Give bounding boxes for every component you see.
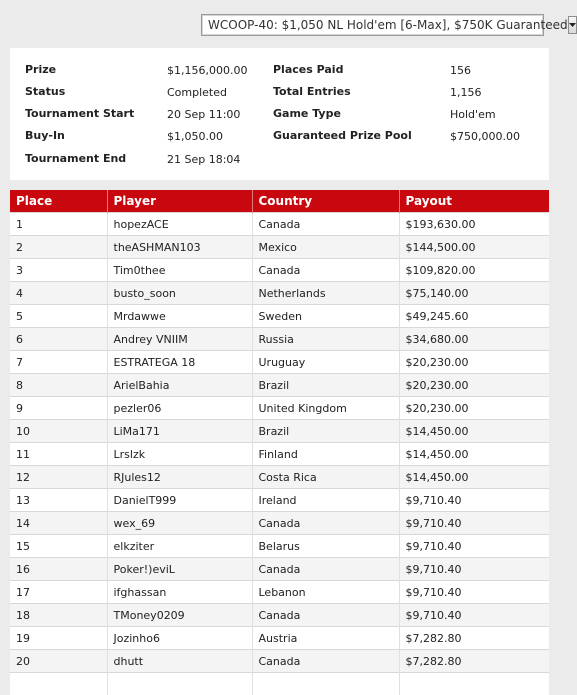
cell-place: 1 [10, 213, 107, 236]
tournament-select[interactable] [201, 14, 544, 36]
cell-player: Andrey VNIIM [107, 328, 252, 351]
table-row [10, 213, 549, 236]
cell-place: 12 [10, 466, 107, 489]
table-row [10, 673, 549, 695]
cell-payout: $49,245.60 [399, 305, 549, 328]
cell-payout: $9,710.40 [399, 604, 549, 627]
cell-player: ArielBahia [107, 374, 252, 397]
cell-payout: $20,230.00 [399, 351, 549, 374]
cell-payout: $193,630.00 [399, 213, 549, 236]
cell-payout: $75,140.00 [399, 282, 549, 305]
cell-player: hopezACE [107, 213, 252, 236]
cell-country: Finland [252, 443, 399, 466]
cell-player: Mrdawwe [107, 305, 252, 328]
cell-place [10, 673, 107, 695]
cell-place: 3 [10, 259, 107, 282]
table-row [10, 443, 549, 466]
cell-place: 17 [10, 581, 107, 604]
cell-player: dhutt [107, 650, 252, 673]
cell-payout: $9,710.40 [399, 535, 549, 558]
info-label-total-entries: Total Entries [273, 85, 351, 99]
cell-country: Brazil [252, 420, 399, 443]
cell-place: 14 [10, 512, 107, 535]
table-row [10, 351, 549, 374]
info-label-status: Status [25, 85, 65, 99]
cell-payout: $14,450.00 [399, 420, 549, 443]
info-label-tournament-end: Tournament End [25, 152, 126, 166]
info-value-guaranteed-prize-pool: $750,000.00 [450, 130, 520, 144]
info-value-places-paid: 156 [450, 64, 471, 78]
cell-player: DanielT999 [107, 489, 252, 512]
cell-country: Sweden [252, 305, 399, 328]
cell-player: Lrslzk [107, 443, 252, 466]
table-row [10, 535, 549, 558]
cell-payout: $7,282.80 [399, 627, 549, 650]
cell-place: 18 [10, 604, 107, 627]
cell-payout: $14,450.00 [399, 466, 549, 489]
table-row [10, 282, 549, 305]
cell-country [252, 673, 399, 695]
results-table [10, 190, 549, 695]
cell-place: 8 [10, 374, 107, 397]
cell-player: RJules12 [107, 466, 252, 489]
info-value-tournament-start: 20 Sep 11:00 [167, 108, 240, 122]
table-row [10, 420, 549, 443]
cell-place: 4 [10, 282, 107, 305]
cell-country: Canada [252, 259, 399, 282]
cell-player: ESTRATEGA 18 [107, 351, 252, 374]
cell-place: 15 [10, 535, 107, 558]
cell-payout: $9,710.40 [399, 489, 549, 512]
cell-payout [399, 673, 549, 695]
cell-country: Uruguay [252, 351, 399, 374]
cell-country: Costa Rica [252, 466, 399, 489]
info-value-tournament-end: 21 Sep 18:04 [167, 153, 240, 167]
info-label-game-type: Game Type [273, 107, 341, 121]
cell-country: United Kingdom [252, 397, 399, 420]
table-row [10, 489, 549, 512]
table-row [10, 305, 549, 328]
cell-payout: $9,710.40 [399, 581, 549, 604]
top-bar [0, 0, 560, 43]
column-header-player[interactable]: Player [107, 190, 252, 213]
cell-payout: $7,282.80 [399, 650, 549, 673]
table-row [10, 581, 549, 604]
table-row [10, 236, 549, 259]
cell-place: 11 [10, 443, 107, 466]
cell-country: Canada [252, 604, 399, 627]
table-row [10, 259, 549, 282]
cell-player: TMoney0209 [107, 604, 252, 627]
cell-player: theASHMAN103 [107, 236, 252, 259]
cell-country: Mexico [252, 236, 399, 259]
cell-country: Belarus [252, 535, 399, 558]
cell-place: 20 [10, 650, 107, 673]
cell-player: pezler06 [107, 397, 252, 420]
cell-player: Poker!)eviL [107, 558, 252, 581]
cell-country: Canada [252, 512, 399, 535]
info-label-tournament-start: Tournament Start [25, 107, 134, 121]
cell-country: Canada [252, 558, 399, 581]
cell-place: 2 [10, 236, 107, 259]
cell-payout: $9,710.40 [399, 512, 549, 535]
cell-country: Netherlands [252, 282, 399, 305]
table-row [10, 397, 549, 420]
tournament-info-panel [10, 48, 549, 180]
info-value-prize: $1,156,000.00 [167, 64, 247, 78]
cell-player: LiMa171 [107, 420, 252, 443]
cell-country: Russia [252, 328, 399, 351]
chevron-down-icon [569, 23, 576, 27]
cell-place: 13 [10, 489, 107, 512]
info-label-places-paid: Places Paid [273, 63, 343, 77]
cell-place: 9 [10, 397, 107, 420]
cell-place: 19 [10, 627, 107, 650]
cell-country: Canada [252, 650, 399, 673]
cell-player: Tim0thee [107, 259, 252, 282]
table-row [10, 604, 549, 627]
info-label-prize: Prize [25, 63, 56, 77]
column-header-country[interactable]: Country [252, 190, 399, 213]
tournament-select-value: WCOOP-40: $1,050 NL Hold'em [6-Max], $750K Guaranteed [202, 15, 568, 35]
cell-country: Canada [252, 213, 399, 236]
cell-payout: $144,500.00 [399, 236, 549, 259]
cell-player: ifghassan [107, 581, 252, 604]
cell-country: Lebanon [252, 581, 399, 604]
table-row [10, 558, 549, 581]
column-header-place[interactable]: Place [10, 190, 107, 213]
cell-place: 16 [10, 558, 107, 581]
cell-place: 7 [10, 351, 107, 374]
info-label-guaranteed-prize-pool: Guaranteed Prize Pool [273, 129, 412, 143]
cell-country: Brazil [252, 374, 399, 397]
cell-payout: $34,680.00 [399, 328, 549, 351]
results-table-container [10, 190, 549, 695]
cell-payout: $9,710.40 [399, 558, 549, 581]
info-label-buy-in: Buy-In [25, 129, 65, 143]
info-value-game-type: Hold'em [450, 108, 496, 122]
cell-payout: $20,230.00 [399, 397, 549, 420]
cell-player [107, 673, 252, 695]
dropdown-arrow-button[interactable] [568, 16, 577, 34]
results-header-row [10, 190, 549, 213]
cell-payout: $14,450.00 [399, 443, 549, 466]
cell-place: 10 [10, 420, 107, 443]
info-value-status: Completed [167, 86, 227, 100]
table-row [10, 466, 549, 489]
cell-payout: $109,820.00 [399, 259, 549, 282]
cell-player: busto_soon [107, 282, 252, 305]
cell-country: Austria [252, 627, 399, 650]
table-row [10, 627, 549, 650]
table-row [10, 650, 549, 673]
table-row [10, 328, 549, 351]
info-value-buy-in: $1,050.00 [167, 130, 223, 144]
cell-payout: $20,230.00 [399, 374, 549, 397]
cell-player: elkziter [107, 535, 252, 558]
info-value-total-entries: 1,156 [450, 86, 482, 100]
cell-place: 6 [10, 328, 107, 351]
cell-player: wex_69 [107, 512, 252, 535]
table-row [10, 374, 549, 397]
cell-place: 5 [10, 305, 107, 328]
cell-player: Jozinho6 [107, 627, 252, 650]
table-row [10, 512, 549, 535]
cell-country: Ireland [252, 489, 399, 512]
column-header-payout[interactable]: Payout [399, 190, 549, 213]
